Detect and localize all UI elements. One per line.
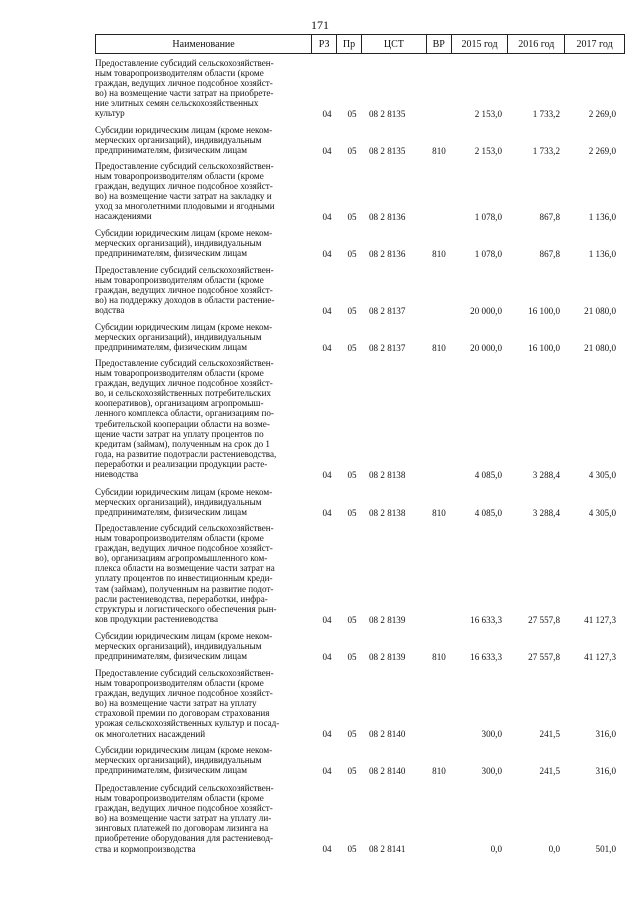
row-value-2015: 2 153,0 [474, 145, 502, 156]
row-name: Предоставление субсидий сельскохозяйствен- ным товаропроизводителям области (кроме граждан, ведущих личное подсобное хозяйст- во) на поддержку доходов в области растение- водства [95, 265, 275, 316]
row-cst: 08 2 8136 [369, 211, 406, 222]
table-row [95, 265, 625, 316]
row-value-2015: 20 000,0 [470, 342, 502, 353]
row-rz: 04 [322, 765, 332, 776]
row-vr: 810 [432, 145, 446, 156]
table-row [95, 523, 625, 625]
table-row [95, 358, 625, 480]
row-value-2015: 1 078,0 [474, 211, 502, 222]
row-name: Субсидии юридическим лицам (кроме неком- мерческих организаций), индивидуальным предпринимателям, физическим лицам [95, 745, 273, 776]
table-row [95, 487, 625, 518]
row-value-2016: 241,5 [539, 765, 560, 776]
row-name: Субсидии юридическим лицам (кроме неком- мерческих организаций), индивидуальным предпринимателям, физическим лицам [95, 631, 273, 662]
column-header-2017: 2017 год [576, 38, 613, 50]
row-value-2017: 41 127,3 [584, 651, 616, 662]
row-cst: 08 2 8140 [369, 765, 406, 776]
row-vr: 810 [432, 507, 446, 518]
row-name: Субсидии юридическим лицам (кроме неком- мерческих организаций), индивидуальным предпринимателям, физическим лицам [95, 125, 273, 156]
row-value-2015: 0,0 [490, 843, 502, 854]
row-cst: 08 2 8138 [369, 469, 406, 480]
row-value-2017: 2 269,0 [588, 108, 616, 119]
row-value-2015: 16 633,3 [470, 651, 502, 662]
row-pr: 05 [347, 342, 357, 353]
row-cst: 08 2 8140 [369, 728, 406, 739]
row-value-2016: 1 733,2 [532, 108, 560, 119]
row-name: Предоставление субсидий сельскохозяйствен- ным товаропроизводителям области (кроме граждан, ведущих личное подсобное хозяйст- во) на возмещение части затрат на закладку и уход за многолетними плодовыми и ягодными насаждениями [95, 161, 275, 222]
row-value-2016: 0,0 [548, 843, 560, 854]
row-value-2017: 4 305,0 [588, 507, 616, 518]
row-cst: 08 2 8135 [369, 108, 406, 119]
row-cst: 08 2 8135 [369, 145, 406, 156]
row-pr: 05 [347, 145, 357, 156]
row-value-2017: 2 269,0 [588, 145, 616, 156]
row-pr: 05 [347, 651, 357, 662]
row-name: Субсидии юридическим лицам (кроме неком- мерческих организаций), индивидуальным предпринимателям, физическим лицам [95, 228, 273, 259]
row-rz: 04 [322, 651, 332, 662]
row-name: Предоставление субсидий сельскохозяйствен- ным товаропроизводителям области (кроме граждан, ведущих личное подсобное хозяйст- во) на возмещение части затрат на уплату страховой премии по договорам страхования урожая сельскохозяйственных культур и посад- ок многолетних насаждений [95, 668, 280, 739]
row-cst: 08 2 8137 [369, 342, 406, 353]
row-vr: 810 [432, 765, 446, 776]
column-header-cst: ЦСТ [362, 35, 427, 53]
row-name: Субсидии юридическим лицам (кроме неком- мерческих организаций), индивидуальным предпринимателям, физическим лицам [95, 487, 273, 518]
table-row [95, 668, 625, 739]
row-pr: 05 [347, 765, 357, 776]
row-pr: 05 [347, 305, 357, 316]
row-rz: 04 [322, 469, 332, 480]
table-row [95, 58, 625, 119]
row-value-2016: 241,5 [539, 728, 560, 739]
row-value-2017: 21 080,0 [584, 342, 616, 353]
row-value-2015: 20 000,0 [470, 305, 502, 316]
column-header-vr: ВР [427, 35, 452, 53]
row-rz: 04 [322, 108, 332, 119]
row-name: Субсидии юридическим лицам (кроме неком- мерческих организаций), индивидуальным предпринимателям, физическим лицам [95, 322, 273, 353]
table-row [95, 161, 625, 222]
row-pr: 05 [347, 108, 357, 119]
row-value-2016: 27 557,8 [528, 614, 560, 625]
row-name: Предоставление субсидий сельскохозяйствен- ным товаропроизводителям области (кроме граждан, ведущих личное подсобное хозяйст- во, и сельскохозяйственных потребительских кооперативов), организациям агропромыш- ленного комплекса области, организациям по- требительской кооперации области на возме- щение части затрат на уплату процентов по кредитам (займам), полученным на срок до 1 года, на развитие подотрасли растениеводства, переработки и реализации продукции расте- ниеводства [95, 358, 277, 480]
row-value-2016: 27 557,8 [528, 651, 560, 662]
row-cst: 08 2 8139 [369, 614, 406, 625]
row-value-2015: 300,0 [481, 728, 502, 739]
row-value-2015: 4 085,0 [474, 507, 502, 518]
row-rz: 04 [322, 728, 332, 739]
row-value-2016: 867,8 [539, 211, 560, 222]
column-header-2015: 2015 год [452, 35, 509, 53]
row-pr: 05 [347, 507, 357, 518]
row-rz: 04 [322, 305, 332, 316]
row-cst: 08 2 8139 [369, 651, 406, 662]
row-pr: 05 [347, 843, 357, 854]
row-value-2015: 16 633,3 [470, 614, 502, 625]
row-rz: 04 [322, 614, 332, 625]
table-row [95, 783, 625, 854]
row-value-2017: 4 305,0 [588, 469, 616, 480]
row-value-2017: 41 127,3 [584, 614, 616, 625]
row-value-2016: 3 288,4 [532, 507, 560, 518]
row-rz: 04 [322, 248, 332, 259]
row-cst: 08 2 8136 [369, 248, 406, 259]
row-name: Предоставление субсидий сельскохозяйствен- ным товаропроизводителям области (кроме граждан, ведущих личное подсобное хозяйст- во) на возмещение части затрат на приобрете- ние элитных семян сельскохозяйственных культур [95, 58, 274, 119]
row-rz: 04 [322, 507, 332, 518]
row-value-2015: 300,0 [481, 765, 502, 776]
row-value-2016: 16 100,0 [528, 305, 560, 316]
row-value-2017: 501,0 [595, 843, 616, 854]
row-rz: 04 [322, 211, 332, 222]
column-header-name: Наименование [96, 35, 312, 53]
row-cst: 08 2 8141 [369, 843, 406, 854]
table-row [95, 125, 625, 156]
table-row [95, 322, 625, 353]
table-row [95, 228, 625, 259]
row-vr: 810 [432, 651, 446, 662]
column-header-2016: 2016 год [508, 35, 565, 53]
row-value-2016: 867,8 [539, 248, 560, 259]
row-value-2017: 1 136,0 [588, 248, 616, 259]
row-name: Предоставление субсидий сельскохозяйствен- ным товаропроизводителям области (кроме граждан, ведущих личное подсобное хозяйст- во), организациям агропромышленного ком- плекса области на возмещение части затрат на уплату процентов по инвестиционным креди- там (займам), полученным на развитие подот- расли растениеводства, переработки, инфра- структуры и логистического обеспечения рын- ков продукции растениеводства [95, 523, 277, 624]
row-value-2016: 1 733,2 [532, 145, 560, 156]
row-value-2016: 16 100,0 [528, 342, 560, 353]
row-value-2017: 21 080,0 [584, 305, 616, 316]
table-row [95, 631, 625, 662]
row-vr: 810 [432, 248, 446, 259]
column-header-rz: РЗ [312, 35, 337, 53]
table-row [95, 745, 625, 776]
row-rz: 04 [322, 843, 332, 854]
page-number: 171 [311, 18, 329, 32]
row-value-2015: 1 078,0 [474, 248, 502, 259]
row-rz: 04 [322, 342, 332, 353]
row-pr: 05 [347, 469, 357, 480]
row-value-2017: 316,0 [595, 728, 616, 739]
row-value-2017: 316,0 [595, 765, 616, 776]
row-vr: 810 [432, 342, 446, 353]
row-pr: 05 [347, 614, 357, 625]
row-pr: 05 [347, 728, 357, 739]
row-value-2016: 3 288,4 [532, 469, 560, 480]
table-header [95, 34, 625, 54]
row-cst: 08 2 8138 [369, 507, 406, 518]
row-value-2017: 1 136,0 [588, 211, 616, 222]
row-pr: 05 [347, 211, 357, 222]
row-pr: 05 [347, 248, 357, 259]
row-cst: 08 2 8137 [369, 305, 406, 316]
row-rz: 04 [322, 145, 332, 156]
row-value-2015: 2 153,0 [474, 108, 502, 119]
row-name: Предоставление субсидий сельскохозяйствен- ным товаропроизводителям области (кроме граждан, ведущих личное подсобное хозяйст- во) на возмещение части затрат на уплату ли- зинговых платежей по договорам лизинга на приобретение оборудования для растениевод- ства и кормопроизводства [95, 783, 274, 854]
column-header-pr: Пр [337, 35, 362, 53]
row-value-2015: 4 085,0 [474, 469, 502, 480]
